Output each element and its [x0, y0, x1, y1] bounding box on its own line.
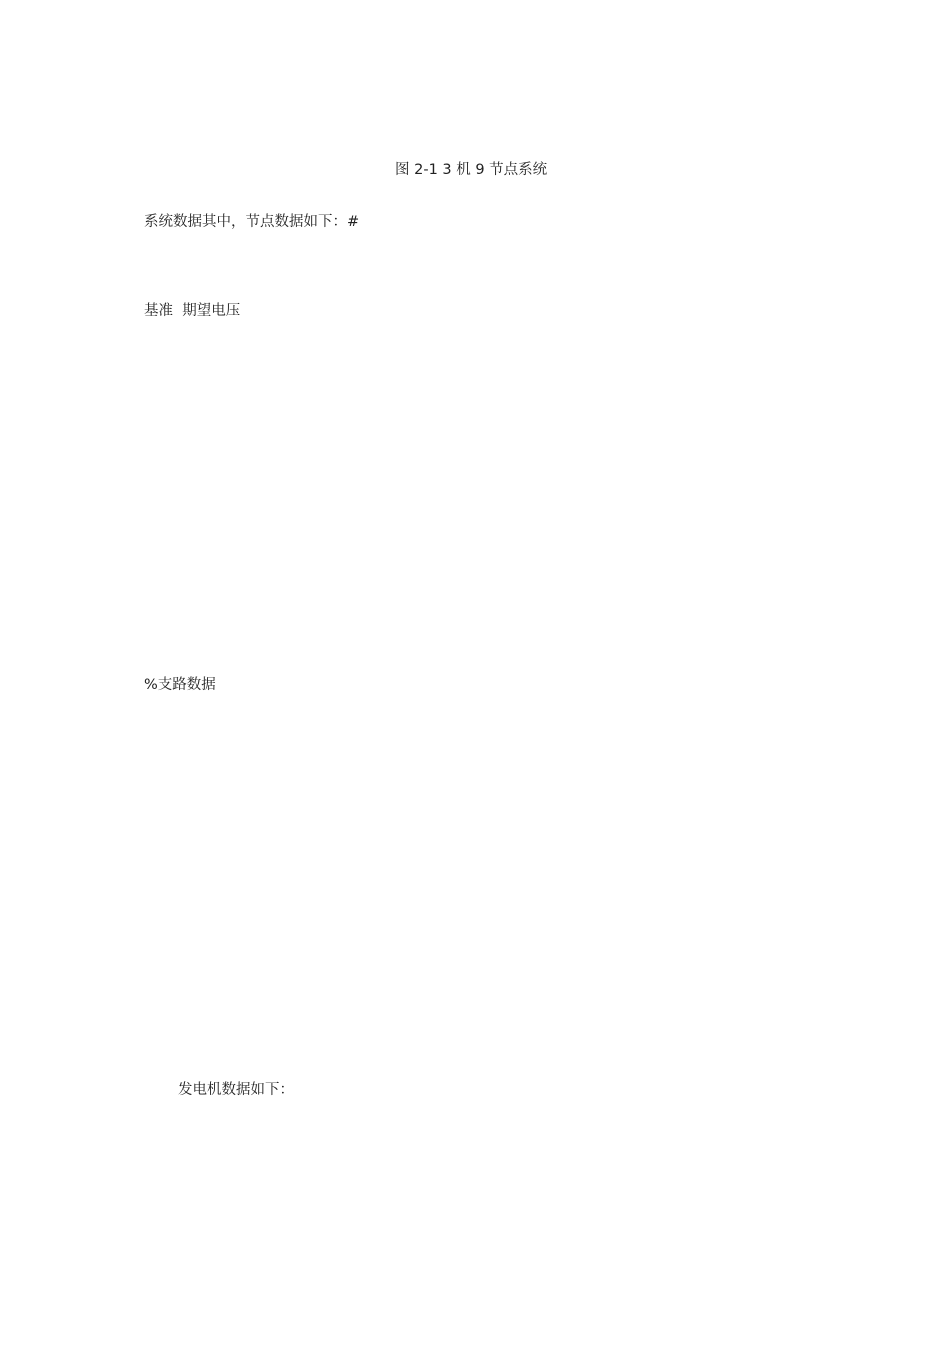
intro-text: 系统数据其中，节点数据如下：# [144, 214, 360, 230]
branch-section-title: %支路数据 [144, 677, 216, 693]
generator-section-title: 发电机数据如下： [178, 1082, 294, 1098]
node-header-line2: 基准 期望电压 [144, 303, 241, 319]
figure-caption: 图 2-1 3 机 9 节点系统 [395, 162, 548, 178]
